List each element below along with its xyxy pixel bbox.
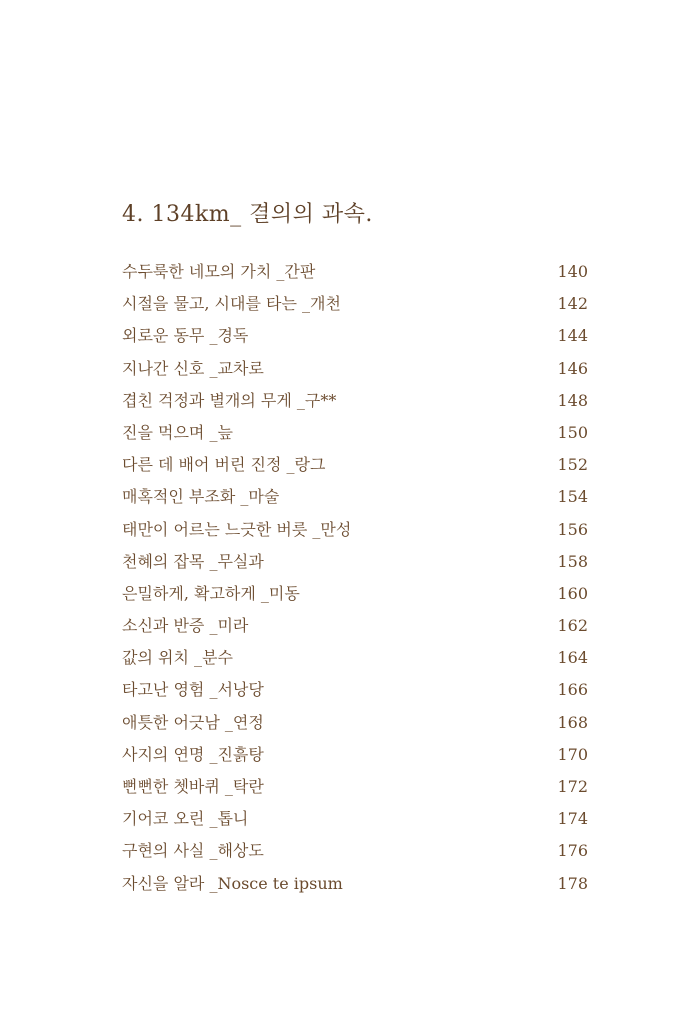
table-of-contents — [122, 259, 588, 903]
toc-entry[interactable] — [122, 871, 588, 903]
toc-entry-page: 174 — [557, 809, 588, 829]
toc-entry[interactable] — [122, 420, 588, 452]
toc-entry-title: 다른 데 배어 버린 진정 _랑그 — [122, 455, 326, 475]
toc-entry[interactable] — [122, 484, 588, 516]
toc-entry[interactable] — [122, 742, 588, 774]
toc-entry[interactable] — [122, 710, 588, 742]
toc-entry[interactable] — [122, 581, 588, 613]
toc-entry[interactable] — [122, 323, 588, 355]
toc-entry-title: 진을 먹으며 _늪 — [122, 422, 233, 442]
toc-entry[interactable] — [122, 356, 588, 388]
toc-entry[interactable] — [122, 452, 588, 484]
toc-entry-page: 158 — [557, 551, 588, 571]
toc-entry-title: 천혜의 잡목 _무실과 — [122, 551, 264, 571]
toc-entry-title: 자신을 알라 _Nosce te ipsum — [122, 873, 343, 893]
toc-entry-title: 태만이 어르는 느긋한 버릇 _만성 — [122, 519, 352, 539]
toc-entry[interactable] — [122, 806, 588, 838]
toc-entry-page: 172 — [557, 777, 588, 796]
toc-entry[interactable] — [122, 645, 588, 677]
toc-entry-title: 수두룩한 네모의 가치 _간판 — [122, 262, 316, 281]
toc-entry-page: 148 — [557, 390, 588, 410]
toc-entry-page: 142 — [557, 294, 588, 314]
toc-entry-title: 은밀하게, 확고하게 _미동 — [122, 583, 300, 603]
chapter-title: 4. 134km_ 결의의 과속. — [122, 202, 373, 227]
toc-entry-page: 166 — [557, 680, 588, 700]
toc-entry-page: 150 — [557, 422, 588, 442]
toc-entry-page: 154 — [557, 487, 588, 507]
toc-entry-title: 뻔뻔한 쳇바퀴 _탁란 — [122, 777, 264, 796]
toc-entry-page: 162 — [557, 616, 588, 636]
toc-entry-title: 타고난 영험 _서낭당 — [122, 680, 264, 700]
toc-entry-page: 178 — [557, 873, 588, 893]
toc-entry-page: 164 — [557, 648, 588, 668]
toc-entry-page: 140 — [557, 262, 588, 281]
toc-entry-title: 겹친 걱정과 별개의 무게 _구** — [122, 390, 337, 410]
toc-entry[interactable] — [122, 838, 588, 870]
toc-entry-title: 애틋한 어긋남 _연정 — [122, 712, 264, 732]
toc-entry-page: 170 — [557, 744, 588, 764]
toc-entry-page: 176 — [557, 841, 588, 861]
toc-entry-title: 사지의 연명 _진흙탕 — [122, 744, 264, 764]
toc-entry-title: 기어코 오린 _톱니 — [122, 809, 249, 829]
toc-entry[interactable] — [122, 613, 588, 645]
toc-entry-title: 외로운 동무 _경독 — [122, 326, 249, 346]
toc-entry[interactable] — [122, 388, 588, 420]
toc-entry-page: 152 — [557, 455, 588, 475]
toc-entry[interactable] — [122, 774, 588, 806]
toc-entry[interactable] — [122, 291, 588, 323]
toc-entry-page: 156 — [557, 519, 588, 539]
toc-entry-title: 지나간 신호 _교차로 — [122, 358, 264, 378]
toc-entry-page: 146 — [557, 358, 588, 378]
toc-entry-title: 매혹적인 부조화 _마술 — [122, 487, 280, 507]
toc-entry-title: 소신과 반증 _미라 — [122, 616, 249, 636]
toc-entry-title: 시절을 물고, 시대를 타는 _개천 — [122, 294, 341, 314]
toc-entry-title: 구현의 사실 _해상도 — [122, 841, 264, 861]
toc-entry-page: 160 — [557, 583, 588, 603]
toc-entry-page: 168 — [557, 712, 588, 732]
toc-entry[interactable] — [122, 677, 588, 709]
toc-entry-page: 144 — [557, 326, 588, 346]
toc-entry-title: 값의 위치 _분수 — [122, 648, 233, 668]
toc-entry[interactable] — [122, 259, 588, 291]
toc-entry[interactable] — [122, 517, 588, 549]
toc-entry[interactable] — [122, 549, 588, 581]
